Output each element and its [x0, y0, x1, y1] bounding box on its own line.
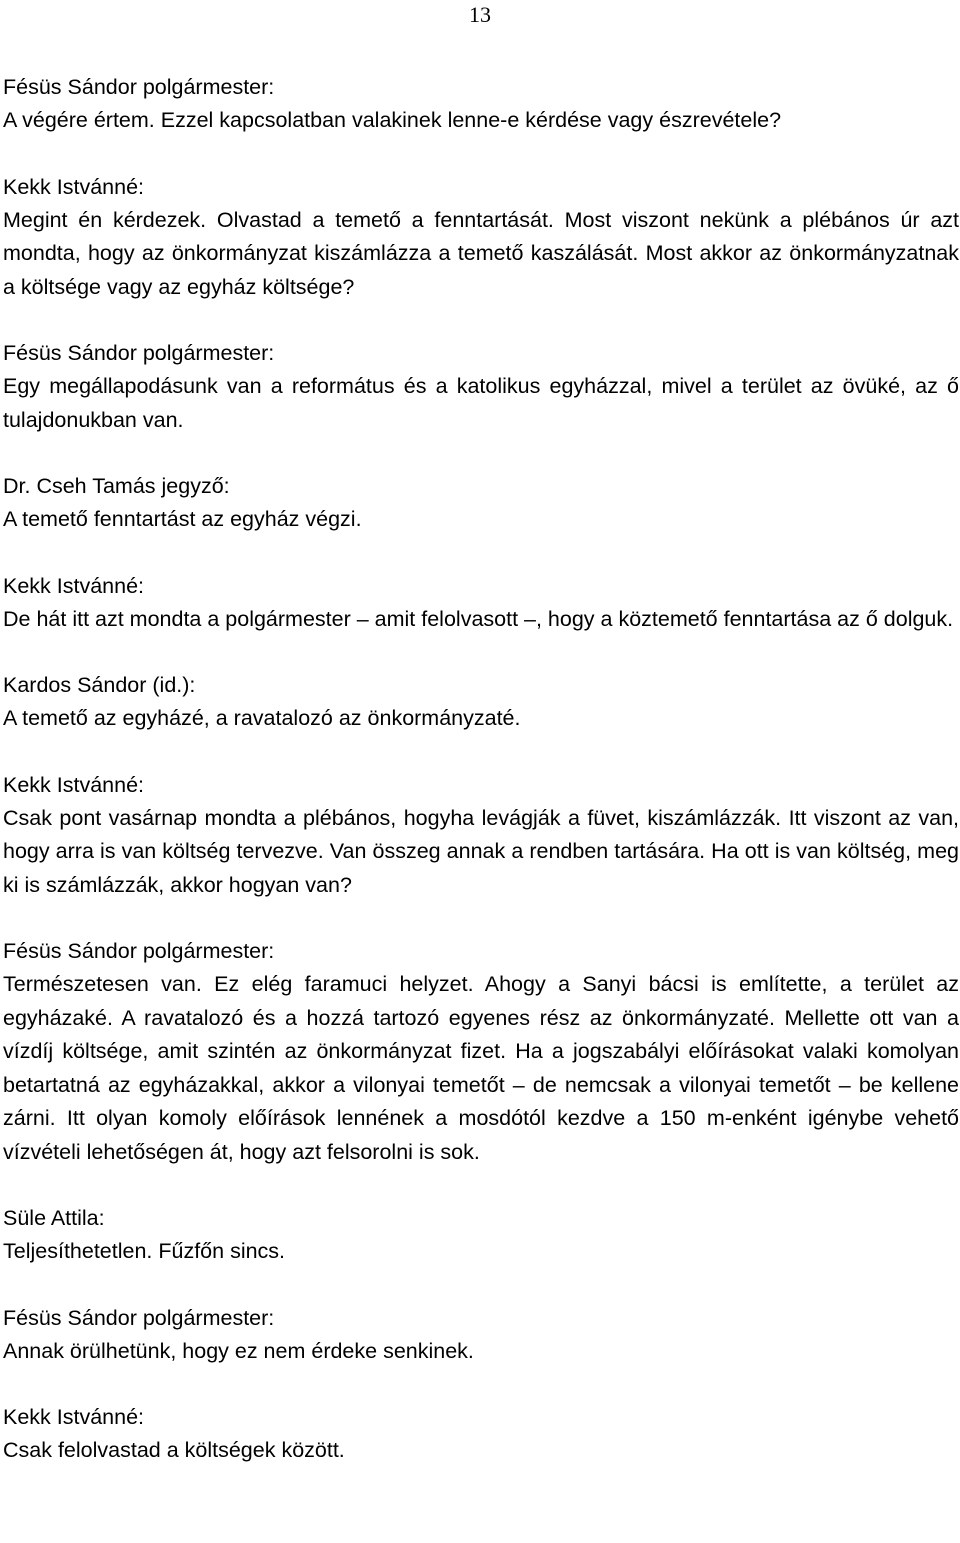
minutes-entry: [3, 171, 959, 305]
speech-text: De hát itt azt mondta a polgármester – amit felolvasott –, hogy a köztemető fenntartása az ő dolguk.: [3, 606, 954, 631]
minutes-entry: [3, 1401, 959, 1468]
speaker-name: Kardos Sándor (id.):: [3, 673, 196, 697]
speech-text: Annak örülhetünk, hogy ez nem érdeke senkinek.: [3, 1338, 474, 1363]
speaker-name: Dr. Cseh Tamás jegyző:: [3, 474, 230, 498]
speaker-name: Kekk Istvánné:: [3, 1405, 145, 1429]
speech-text: Természetesen van. Ez elég faramuci helyzet. Ahogy a Sanyi bácsi is említette, a terület az egyházaké. A ravatalozó és a hozzá tartozó egyenes rész az önkormányzaté. Mellette ott van a vízdíj költsége, amit szintén az önkormányzat fizet. Ha a jogszabályi előírásokat valaki komolyan betartatná az egyházakkal, akkor a vilonyai temetőt – de nemcsak a vilonyai temetőt – be kellene zárni. Itt olyan komoly előírások lennének a mosdótól kezdve a 150 m-enként igénybe vehető vízvételi lehetőségen át, hogy azt felsorolni is sok.: [3, 972, 959, 1164]
page-number: 13: [469, 2, 491, 27]
speech-text: A temető fenntartást az egyház végzi.: [3, 507, 362, 531]
speaker-name: Fésüs Sándor polgármester:: [3, 341, 275, 365]
minutes-entry: [3, 71, 959, 138]
minutes-entry: [3, 669, 959, 736]
speech-text: A végére értem. Ezzel kapcsolatban valakinek lenne-e kérdése vagy észrevétele?: [3, 108, 782, 132]
minutes-entry: [3, 1202, 959, 1269]
minutes-entry: [3, 1302, 959, 1369]
speech-text: Csak felolvastad a költségek között.: [3, 1438, 345, 1462]
speaker-name: Fésüs Sándor polgármester:: [3, 939, 275, 963]
speaker-name: Fésüs Sándor polgármester:: [3, 75, 275, 99]
speech-text: Teljesíthetetlen. Fűzfőn sincs.: [3, 1239, 286, 1263]
speech-text: Egy megállapodásunk van a református és a katolikus egyházzal, mivel a terület az övüké, az ő tulajdonukban van.: [3, 374, 959, 432]
minutes-body: [3, 71, 959, 1501]
minutes-entry: [3, 935, 959, 1169]
speech-text: A temető az egyházé, a ravatalozó az önkormányzaté.: [3, 706, 521, 730]
speaker-name: Kekk Istvánné:: [3, 772, 145, 797]
speaker-name: Kekk Istvánné:: [3, 573, 145, 598]
minutes-entry: [3, 470, 959, 537]
minutes-entry: [3, 570, 959, 637]
minutes-entry: [3, 769, 959, 903]
speaker-name: Süle Attila:: [3, 1206, 105, 1230]
speech-text: Megint én kérdezek. Olvastad a temető a fenntartását. Most viszont nekünk a plébános úr azt mondta, hogy az önkormányzat kiszámlázza a temető kaszálását. Most akkor az önkormányzatnak a költsége vagy az egyház költsége?: [3, 207, 959, 299]
speech-text: Csak pont vasárnap mondta a plébános, hogyha levágják a füvet, kiszámlázzák. Itt viszont az van, hogy arra is van költség tervezve. Van összeg annak a rendben tartására. Ha ott is van költség, meg ki is számlázzák, akkor hogyan van?: [3, 805, 959, 897]
speaker-name: Fésüs Sándor polgármester:: [3, 1305, 275, 1330]
speaker-name: Kekk Istvánné:: [3, 174, 145, 199]
minutes-entry: [3, 337, 959, 437]
